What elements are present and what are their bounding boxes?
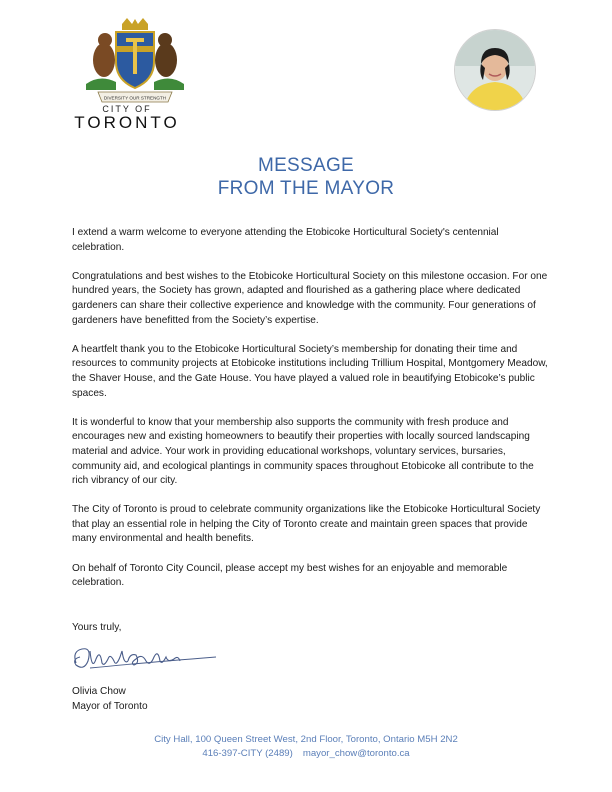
footer-phone: 416-397-CITY (2489) <box>202 748 293 759</box>
paragraph-thank-you: A heartfelt thank you to the Etobicoke Horticultural Society’s membership for donating their time and resources to community projects at Etobicoke institutions including Trillium Hospital, Montgomery Meadow, the Shaver House, and the Gate House. You have played a valued role in beautifying Etobicoke’s public spaces. <box>72 343 548 399</box>
footer-address: City Hall, 100 Queen Street West, 2nd Floor, Toronto, Ontario M5H 2N2 <box>154 734 458 745</box>
letter-body <box>72 226 552 605</box>
handwritten-signature <box>70 641 220 675</box>
city-of-label: CITY OF <box>102 104 152 114</box>
message-title-line1: MESSAGE <box>257 155 355 176</box>
footer-email-link[interactable]: mayor_chow@toronto.ca <box>302 748 410 759</box>
signer-role: Mayor of Toronto <box>72 701 148 712</box>
mayor-portrait-photo <box>455 30 535 110</box>
paragraph-congratulations: Congratulations and best wishes to the Etobicoke Horticultural Society on this milestone occasion. For one hundred years, the Society has grown, adapted and flourished as a gathering place where dedicated gardeners can share their collective experience and knowledge with the community. Four generations of gardeners have benefitted from the Society’s expertise. <box>72 270 548 326</box>
paragraph-welcome: I extend a warm welcome to everyone attending the Etobicoke Horticultural Society's centennial celebration. <box>72 227 499 253</box>
crest-motto: DIVERSITY OUR STRENGTH <box>103 95 167 101</box>
message-title-line2: FROM THE MAYOR <box>217 178 395 199</box>
footer-contact <box>0 748 612 759</box>
closing-salutation: Yours truly, <box>72 622 122 633</box>
signer-name: Olivia Chow <box>72 686 126 697</box>
paragraph-city-pride: The City of Toronto is proud to celebrate community organizations like the Etobicoke Horticultural Society that play an essential role in helping the City of Toronto create and maintain green spaces that provide many environmental and health benefits. <box>72 504 541 545</box>
paragraph-best-wishes: On behalf of Toronto City Council, please accept my best wishes for an enjoyable and memorable celebration. <box>72 562 508 589</box>
paragraph-community-support: It is wonderful to know that your membership also supports the community with fresh produce and encourages new and existing homeowners to beautify their properties with locally sourced landscaping material and advice. Your work in providing educational workshops, voluntary services, bursaries, community aid, and ecological plantings in community spaces throughout Etobicoke all contribute to the rich vibrancy of our city. <box>72 416 534 487</box>
city-name-wordmark: TORONTO <box>74 113 180 132</box>
